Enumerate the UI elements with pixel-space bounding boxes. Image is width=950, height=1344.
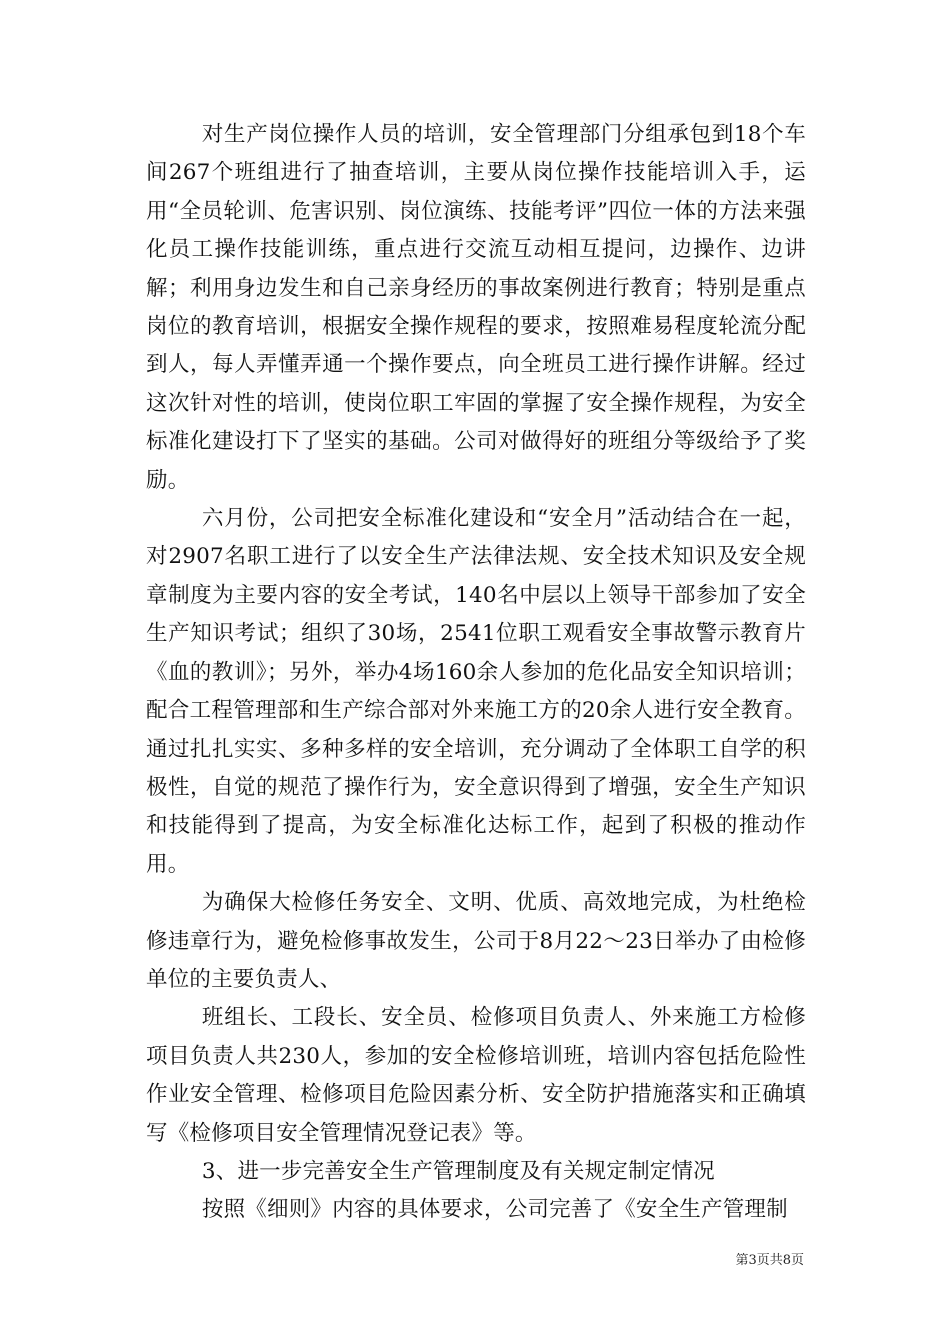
paragraph-participants: 班组长、工段长、安全员、检修项目负责人、外来施工方检修项目负责人共230人，参加的安全检修培训班，培训内容包括危险性作业安全管理、检修项目危险因素分析、安全防护措施落实和正确填写《检修项目安全管理情况登记表》等。: [146, 1005, 806, 1146]
paragraph-overhaul: 为确保大检修任务安全、文明、优质、高效地完成，为杜绝检修违章行为，避免检修事故发生，公司于8月22～23日举办了由检修单位的主要负责人、: [146, 890, 806, 992]
document-body: [146, 116, 806, 1230]
page-number: 第3页共8页: [735, 1253, 804, 1268]
paragraph-rules: 按照《细则》内容的具体要求，公司完善了《安全生产管理制: [201, 1197, 788, 1223]
section-heading: 3、进一步完善安全生产管理制度及有关规定制定情况: [201, 1158, 715, 1184]
paragraph-june: 六月份，公司把安全标准化建设和“安全月”活动结合在一起，对2907名职工进行了以安全生产法律法规、安全技术知识及安全规章制度为主要内容的安全考试，140名中层以上领导干部参加了安全生产知识考试；组织了30场，2541位职工观看安全事故警示教育片《血的教训》；另外，举办4场160余人参加的危化品安全知识培训；配合工程管理部和生产综合部对外来施工方的20余人进行安全教育。通过扎扎实实、多种多样的安全培训，充分调动了全体职工自学的积极性，自觉的规范了操作行为，安全意识得到了增强，安全生产知识和技能得到了提高，为安全标准化达标工作，起到了积极的推动作用。: [146, 506, 806, 877]
paragraph-training: 对生产岗位操作人员的培训，安全管理部门分组承包到18个车间267个班组进行了抽查培训，主要从岗位操作技能培训入手，运用“全员轮训、危害识别、岗位演练、技能考评”四位一体的方法来强化员工操作技能训练，重点进行交流互动相互提问，边操作、边讲解；利用身边发生和自己亲身经历的事故案例进行教育；特别是重点岗位的教育培训，根据安全操作规程的要求，按照难易程度轮流分配到人，每人弄懂弄通一个操作要点，向全班员工进行操作讲解。经过这次针对性的培训，使岗位职工牢固的掌握了安全操作规程，为安全标准化建设打下了坚实的基础。公司对做得好的班组分等级给予了奖励。: [146, 122, 806, 493]
